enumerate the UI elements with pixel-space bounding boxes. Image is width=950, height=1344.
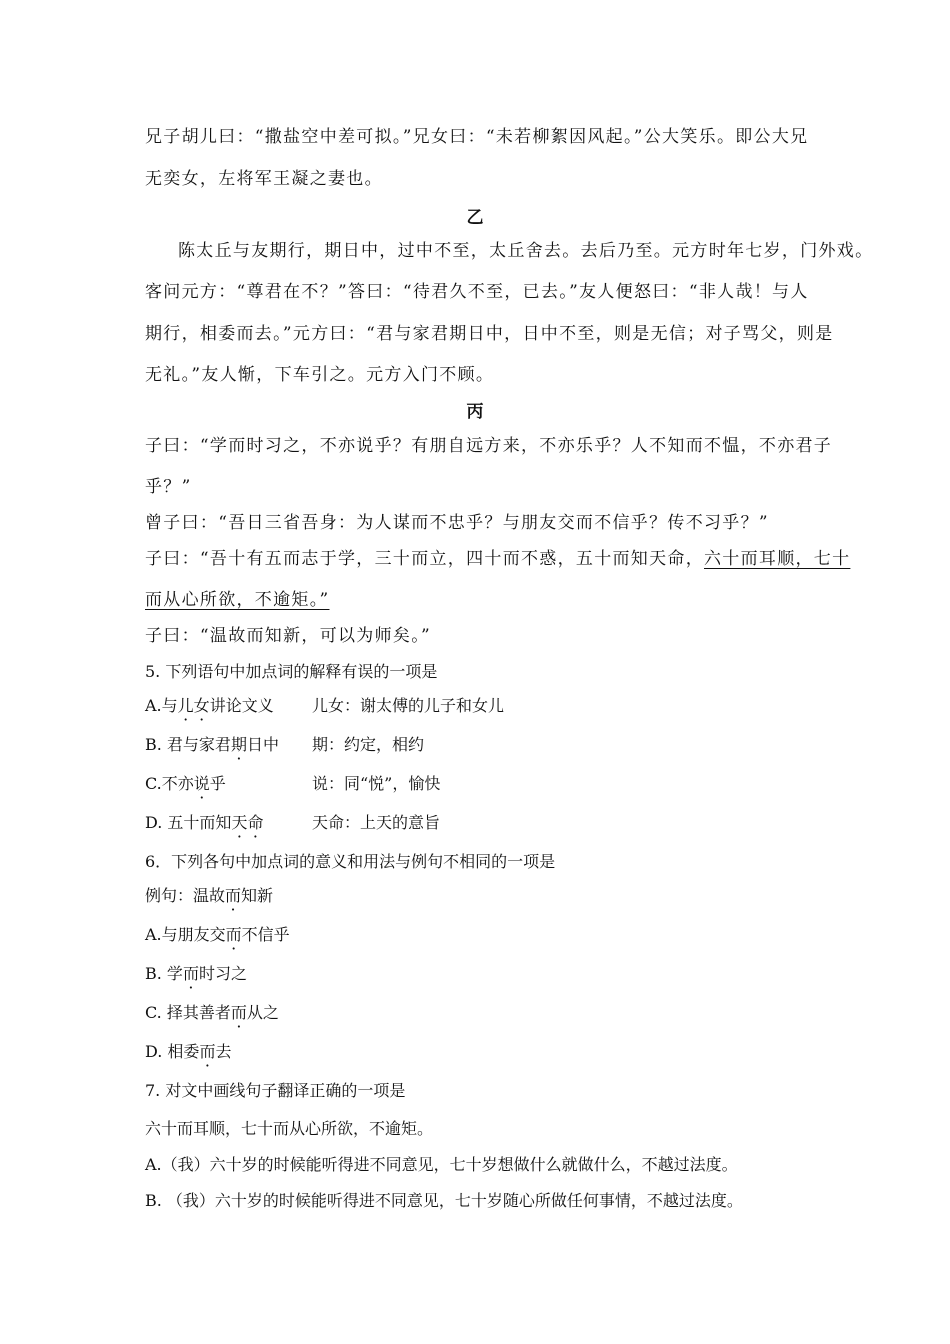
dotted-word: 儿	[177, 696, 194, 715]
bing-line-5	[145, 590, 330, 610]
dotted-word: 而	[199, 1042, 216, 1061]
q5-stem: 5. 下列语句中加点词的解释有误的一项是	[145, 662, 438, 681]
q6-option-a: A.与朋友交而不信乎	[145, 925, 290, 944]
q7-sentence: 六十而耳顺，七十而从心所欲，不逾矩。	[145, 1119, 434, 1138]
q5-option-a: A.与儿女讲论文义 儿女：谢太傅的儿子和女儿	[145, 696, 505, 715]
q7-stem: 7. 对文中画线句子翻译正确的一项是	[145, 1081, 406, 1100]
yi-line-3: 期行，相委而去。”元方曰：“君与家君期日中，日中不至，则是无信；对子骂父，则是	[145, 324, 834, 344]
q5-option-c: C.不亦说乎 说：同“悦”，愉快	[145, 774, 441, 793]
q5-option-d: D. 五十而知天命 天命：上天的意旨	[145, 813, 441, 832]
yi-line-2: 客问元方：“尊君在不？”答曰：“待君久不至，已去。”友人便怒曰：“非人哉！与人	[145, 282, 809, 302]
dotted-word: 期	[230, 735, 247, 754]
q5-a-explanation: 儿女：谢太傅的儿子和女儿	[312, 696, 505, 715]
dotted-word: 而	[182, 964, 199, 983]
underlined-sentence-part-1: 六十而耳顺，七十	[704, 549, 851, 569]
dotted-word: 而	[225, 925, 242, 944]
q6-option-c: C. 择其善者而从之	[145, 1003, 279, 1022]
bing-line-3: 曾子曰：“吾日三省吾身：为人谋而不忠乎？与朋友交而不信乎？传不习乎？”	[145, 513, 769, 533]
dotted-word: 天	[231, 813, 248, 832]
bing-line-4-text: 子曰：“吾十有五而志于学，三十而立，四十而不惑，五十而知天命，	[145, 549, 704, 569]
section-heading-bing: 丙	[466, 402, 484, 422]
bing-line-2: 乎？”	[145, 477, 192, 497]
jia-line-2: 无奕女，左将军王凝之妻也。	[145, 169, 383, 189]
section-heading-yi: 乙	[466, 208, 484, 228]
q5-d-explanation: 天命：上天的意旨	[312, 813, 441, 832]
bing-line-6: 子曰：“温故而知新，可以为师矣。”	[145, 626, 431, 646]
q6-option-d: D. 相委而去	[145, 1042, 232, 1061]
bing-line-1: 子曰：“学而时习之，不亦说乎？有朋自远方来，不亦乐乎？人不知而不愠，不亦君子	[145, 436, 833, 456]
dotted-word: 命	[247, 813, 264, 832]
q6-option-b: B. 学而时习之	[145, 964, 247, 983]
dotted-word: 说	[193, 774, 210, 793]
bing-line-4	[145, 549, 850, 569]
q5-option-b: B. 君与家君期日中 期：约定，相约	[145, 735, 425, 754]
underlined-sentence-part-2: 而从心所欲，不逾矩。”	[145, 590, 330, 610]
q5-c-explanation: 说：同“悦”，愉快	[312, 774, 441, 793]
dotted-word: 而	[225, 886, 242, 905]
dotted-word: 而	[230, 1003, 247, 1022]
q6-stem: 6．下列各句中加点词的意义和用法与例句不相同的一项是	[145, 852, 556, 871]
yi-line-4: 无礼。”友人惭，下车引之。元方入门不顾。	[145, 365, 495, 385]
jia-line-1: 兄子胡儿曰：“撒盐空中差可拟。”兄女曰：“未若柳絮因风起。”公大笑乐。即公大兄	[145, 127, 809, 147]
yi-line-1: 陈太丘与友期行，期日中，过中不至，太丘舍去。去后乃至。元方时年七岁，门外戏。	[178, 241, 874, 261]
q6-example: 例句：温故而知新	[145, 886, 274, 905]
q5-b-explanation: 期：约定，相约	[312, 735, 425, 754]
dotted-word: 女	[193, 696, 210, 715]
q7-option-b: B. （我）六十岁的时候能听得进不同意见，七十岁随心所做任何事情，不越过法度。	[145, 1191, 743, 1210]
q7-option-a: A.（我）六十岁的时候能听得进不同意见，七十岁想做什么就做什么，不越过法度。	[145, 1155, 738, 1174]
